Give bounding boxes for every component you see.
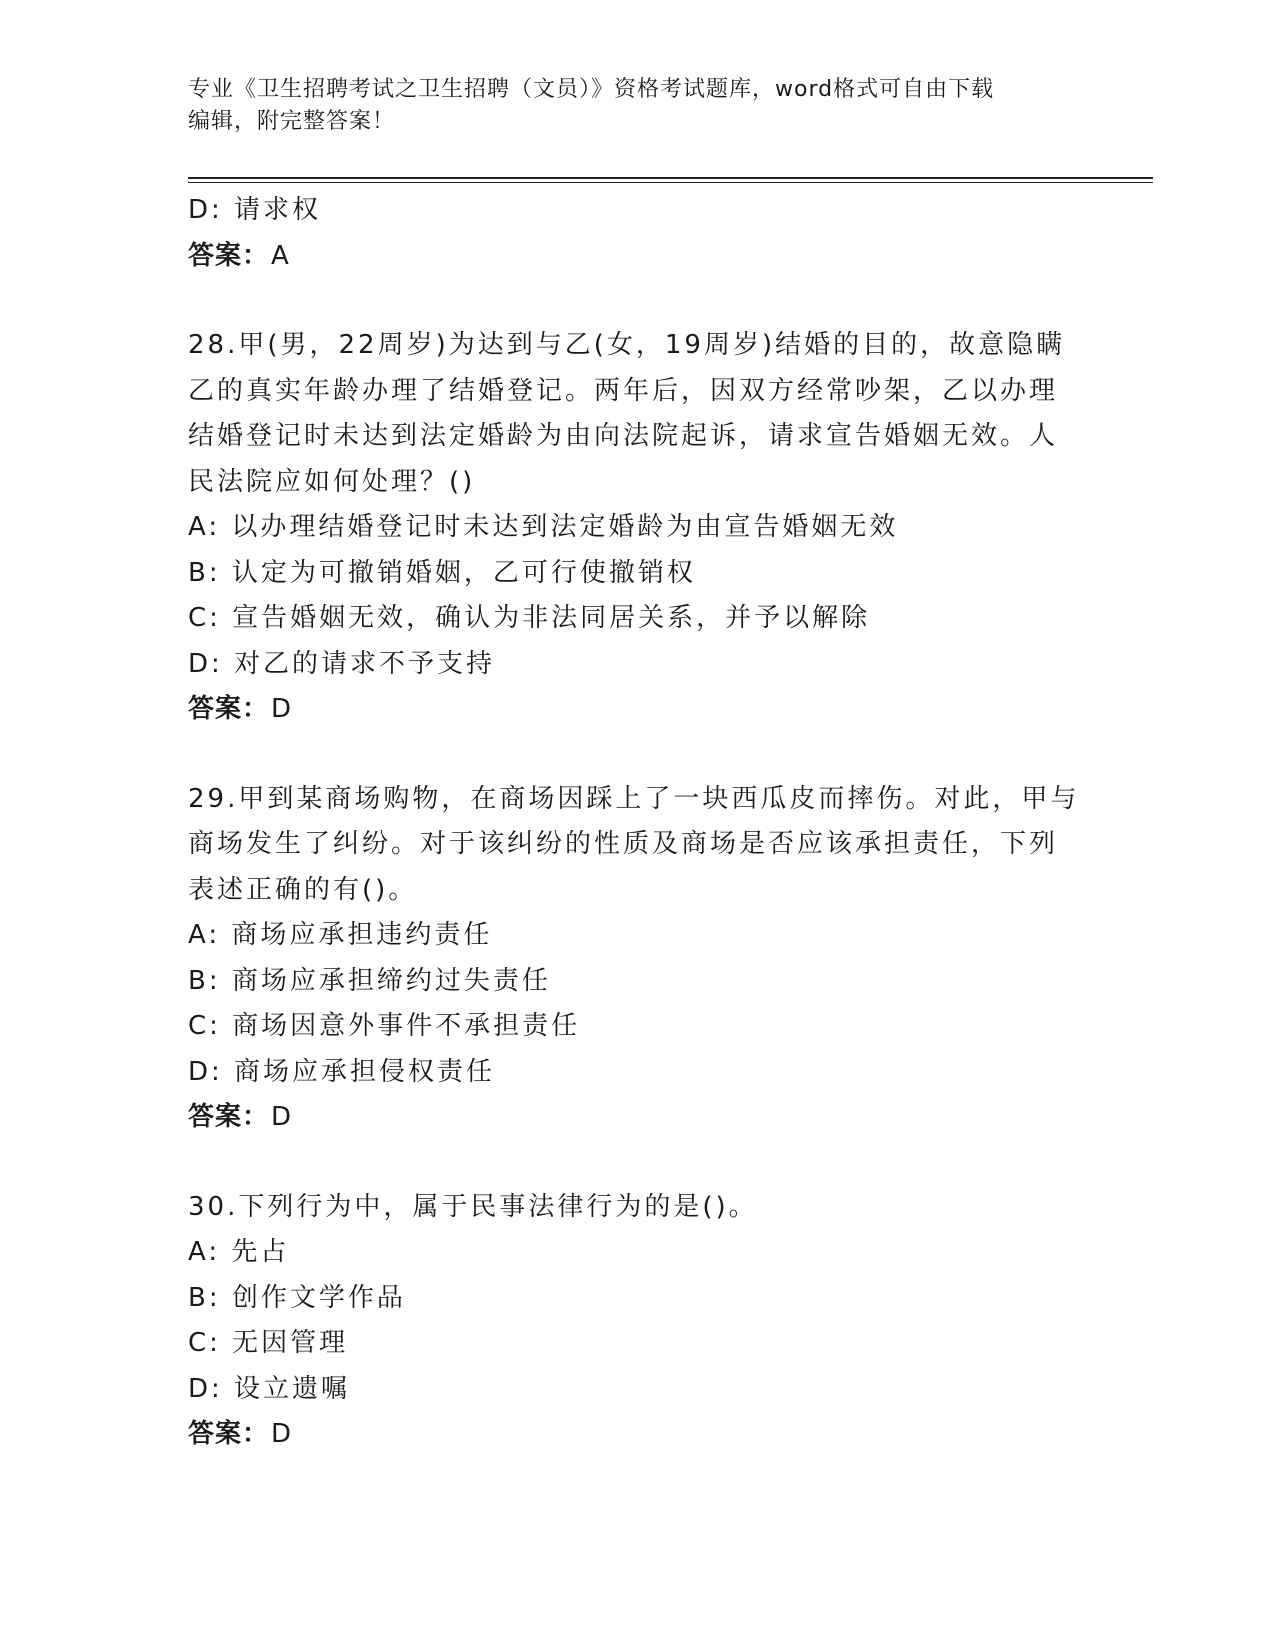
stem-line: 商场发生了纠纷。对于该纠纷的性质及商场是否应该承担责任，下列 [188, 829, 1059, 859]
option-d: D: 设立遗嘱 [188, 1373, 351, 1404]
question-30 [188, 1185, 1068, 1458]
question-stem [188, 323, 1068, 505]
answer-label: 答案： [188, 694, 270, 724]
question-stem [188, 777, 1080, 914]
option-d: D: 商场应承担侵权责任 [188, 1056, 496, 1087]
answer-label: 答案： [188, 240, 270, 271]
spacer [188, 1141, 1068, 1185]
spacer [188, 279, 1068, 323]
answer-value: D [271, 1419, 293, 1449]
option-c: C: 宣告婚姻无效，确认为非法同居关系，并予以解除 [188, 603, 871, 633]
option-b: B: 认定为可撤销婚姻，乙可行使撤销权 [188, 557, 696, 588]
stem-line: 民法院应如何处理？() [188, 466, 476, 497]
stem-line: 30.下列行为中，属于民事法律行为的是()。 [188, 1191, 758, 1222]
option-c: C: 商场因意外事件不承担责任 [188, 1011, 581, 1041]
question-27-tail [188, 188, 1068, 279]
stem-line: 表述正确的有()。 [188, 874, 418, 905]
question-29 [188, 777, 1080, 1141]
answer-line [188, 687, 1068, 733]
spacer [188, 733, 1068, 777]
question-content [188, 188, 1080, 1458]
option-a: A: 以办理结婚登记时未达到法定婚龄为由宣告婚姻无效 [188, 512, 899, 542]
option-a: A: 商场应承担违约责任 [188, 920, 493, 950]
answer-line [188, 1412, 1068, 1458]
document-header [188, 74, 1068, 138]
option-a: A: 先占 [188, 1237, 290, 1267]
stem-line: 29.甲到某商场购物，在商场因踩上了一块西瓜皮而摔伤。对此，甲与 [188, 783, 1080, 814]
answer-value: A [271, 240, 290, 271]
header-rule-thick [188, 177, 1153, 179]
option-c: C: 无因管理 [188, 1328, 349, 1358]
option-b: B: 创作文学作品 [188, 1282, 406, 1313]
stem-line: 乙的真实年龄办理了结婚登记。两年后，因双方经常吵架，乙以办理 [188, 375, 1059, 406]
question-28 [188, 323, 1068, 733]
answer-label: 答案： [188, 1419, 270, 1449]
header-rule-thin [188, 182, 1153, 183]
answer-value: D [271, 1102, 293, 1132]
stem-line: 28.甲(男，22周岁)为达到与乙(女，19周岁)结婚的目的，故意隐瞒 [188, 330, 1066, 360]
option-d: D: 对乙的请求不予支持 [188, 648, 496, 679]
header-line-2: 编辑，附完整答案！ [188, 109, 396, 134]
stem-line: 结婚登记时未达到法定婚龄为由向法院起诉，请求宣告婚姻无效。人 [188, 421, 1059, 451]
option-d: D: 请求权 [188, 195, 322, 225]
header-line-1: 专业《卫生招聘考试之卫生招聘（文员）》资格考试题库，word格式可自由下载 [188, 77, 995, 102]
answer-line [188, 234, 1068, 280]
answer-line [188, 1095, 1068, 1141]
option-b: B: 商场应承担缔约过失责任 [188, 965, 551, 996]
answer-value: D [271, 694, 293, 724]
question-stem [188, 1185, 1068, 1231]
answer-label: 答案： [188, 1102, 270, 1132]
